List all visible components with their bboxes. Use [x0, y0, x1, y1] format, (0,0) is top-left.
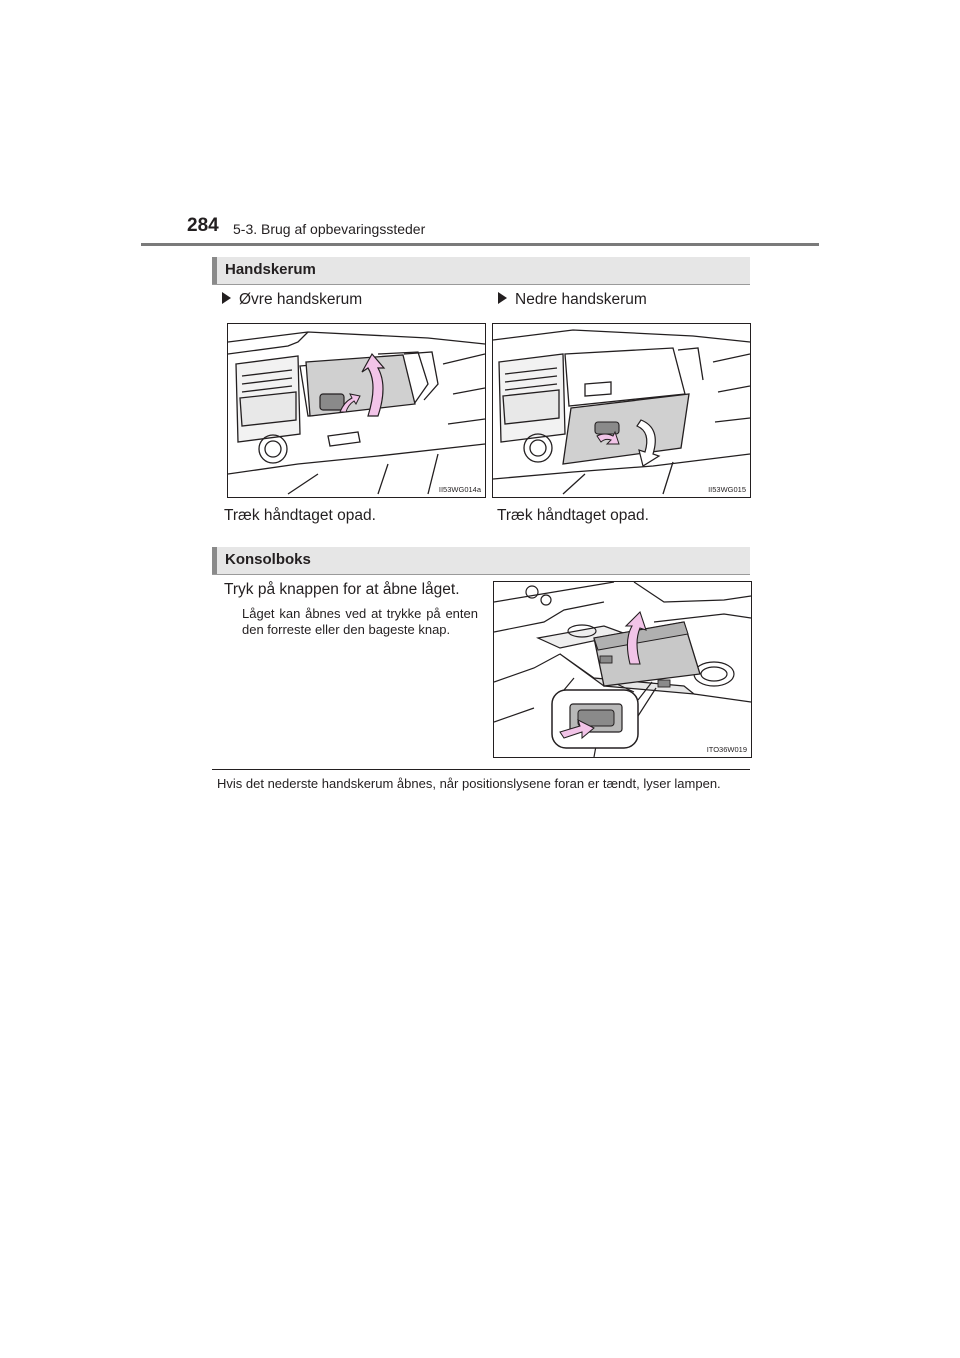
- console-instruction: Tryk på knappen for at åbne låget.: [224, 581, 460, 598]
- figure-code-upper: II53WG014a: [438, 485, 481, 494]
- footnote: Hvis det nederste handskerum åbnes, når positionslysene foran er tændt, lyser lampen.: [217, 776, 721, 791]
- page-number: 284: [187, 215, 219, 236]
- section-title-console: Konsolboks: [225, 551, 311, 568]
- lower-glovebox-caption: Træk håndtaget opad.: [497, 507, 649, 524]
- upper-glovebox-heading-text: Øvre handskerum: [239, 291, 363, 308]
- upper-glovebox-illustration: [228, 324, 485, 497]
- figure-code-lower: II53WG015: [708, 485, 746, 494]
- figure-lower-glovebox: [492, 323, 751, 498]
- upper-glovebox-caption: Træk håndtaget opad.: [224, 507, 376, 524]
- upper-glovebox-heading: [222, 291, 362, 309]
- section-header-console: [212, 547, 750, 575]
- lower-glovebox-illustration: [493, 324, 750, 497]
- triangle-bullet-icon: [498, 292, 507, 304]
- figure-upper-glovebox: [227, 323, 486, 498]
- figure-console-box: [493, 581, 752, 758]
- section-title-glovebox: Handskerum: [225, 261, 316, 278]
- lower-glovebox-heading-text: Nedre handskerum: [515, 291, 647, 308]
- chapter-title: 5-3. Brug af opbevaringssteder: [233, 221, 426, 237]
- lower-glovebox-heading: [498, 291, 647, 309]
- header-rule: [141, 243, 819, 246]
- triangle-bullet-icon: [222, 292, 231, 304]
- section-accent: [212, 547, 217, 574]
- console-note: Låget kan åbnes ved at trykke på enten den forreste eller den bageste knap.: [242, 606, 478, 637]
- section-accent: [212, 257, 217, 284]
- footnote-rule: [212, 769, 750, 770]
- section-header-glovebox: [212, 257, 750, 285]
- figure-code-console: ITO36W019: [706, 745, 747, 754]
- console-box-illustration: [494, 582, 751, 757]
